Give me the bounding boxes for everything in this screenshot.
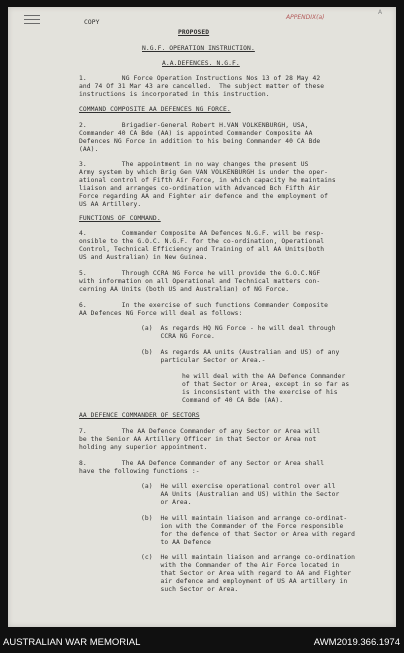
- para-8a-line: or Area.: [141, 499, 192, 506]
- para-2-line: Commander 40 CA Bde (AA) is appointed Commander Composite AA: [79, 130, 313, 137]
- pencil-mark: A: [378, 9, 383, 16]
- para-4-line: 4. Commander Composite AA Defences N.G.F. will be resp-: [79, 230, 325, 237]
- margin-mark: [24, 15, 40, 16]
- para-4-line: Control, Technical Efficiency and Training of all AA Units(both: [79, 246, 325, 253]
- margin-mark: [24, 19, 40, 20]
- para-8b-line: to AA Defence: [141, 539, 212, 546]
- para-6a-line: CCRA NG Force.: [141, 333, 215, 340]
- para-5-line: cerning AA Units (both US and Australian) of NG Force.: [79, 286, 290, 293]
- para-8c-line: air defence and employment of US AA artillery in: [141, 578, 348, 585]
- para-1-line: 1. NG Force Operation Instructions Nos 13 of 28 May 42: [79, 75, 321, 82]
- para-6a-line: (a) As regards HQ NG Force - he will deal through: [141, 325, 336, 332]
- heading-command-composite: COMMAND COMPOSITE AA DEFENCES NG FORCE.: [79, 106, 231, 113]
- para-6b-line: particular Sector or Area.-: [141, 357, 266, 364]
- document-title: PROPOSED: [178, 29, 210, 36]
- para-8b-line: (b) He will maintain liaison and arrange co-ordinat-: [141, 515, 348, 522]
- handwritten-reference: APPENDIX(a): [286, 14, 325, 21]
- para-6-line: 6. In the exercise of such functions Commander Composite: [79, 302, 329, 309]
- para-3-line: Army system by which Brig Gen VAN VOLKENBURGH is under the oper-: [79, 169, 329, 176]
- para-8a-line: (a) He will exercise operational control over all: [141, 483, 336, 490]
- footer-accession-number: AWM2019.366.1974: [313, 637, 400, 648]
- para-3-line: ational control of Fifth Air Force, in which capacity he maintains: [79, 177, 336, 184]
- para-5-line: with information on all Operational and Technical matters con-: [79, 278, 321, 285]
- para-8c-line: such Sector or Area.: [141, 586, 239, 593]
- para-1-line: and 74 Of 31 Mar 43 are cancelled. The subject matter of these: [79, 83, 325, 90]
- heading-functions: FUNCTIONS OF COMMAND.: [79, 215, 161, 222]
- margin-mark: [24, 23, 40, 24]
- para-8c-line: with the Commander of the Air Force located in: [141, 562, 340, 569]
- para-6b-line: (b) As regards AA units (Australian and US) of any: [141, 349, 340, 356]
- para-1-line: instructions is incorporated in this instruction.: [79, 91, 270, 98]
- para-3-line: US AA Artillery.: [79, 201, 142, 208]
- para-2-line: 2. Brigadier-General Robert H.VAN VOLKENBURGH, USA,: [79, 122, 309, 129]
- para-8-line: have the following functions :-: [79, 468, 200, 475]
- para-3-line: liaison and arranges co-ordination with Advanced Bch Fifth Air: [79, 185, 321, 192]
- copy-label: COPY: [84, 19, 100, 26]
- para-8-line: 8. The AA Defence Commander of any Sector or Area shall: [79, 460, 325, 467]
- para-7-line: holding any superior appointment.: [79, 444, 208, 451]
- document-subject: A.A.DEFENCES. N.G.F.: [162, 60, 240, 67]
- document-subtitle: N.G.F. OPERATION INSTRUCTION.: [142, 45, 255, 52]
- para-7-line: be the Senior AA Artillery Officer in that Sector or Area not: [79, 436, 317, 443]
- footer-institution: AUSTRALIAN WAR MEMORIAL: [3, 637, 141, 648]
- para-7-line: 7. The AA Defence Commander of any Sector or Area will: [79, 428, 321, 435]
- para-6b-detail-line: of that Sector or Area, except in so far as: [182, 381, 350, 388]
- para-4-line: US and Australian) in New Guinea.: [79, 254, 208, 261]
- para-8b-line: for the defence of that Sector or Area with regard: [141, 531, 356, 538]
- para-3-line: Force regarding AA and Fighter air defence and the employment of: [79, 193, 329, 200]
- para-6-line: AA Defences NG Force will deal as follows:: [79, 310, 243, 317]
- para-3-line: 3. The appointment in no way changes the present US: [79, 161, 309, 168]
- footer-bar: [0, 633, 404, 653]
- para-4-line: onsible to the G.O.C. N.G.F. for the co-ordination, Operational: [79, 238, 325, 245]
- heading-sectors: AA DEFENCE COMMANDER OF SECTORS: [79, 412, 200, 419]
- para-8a-line: AA Units (Australian and US) within the Sector: [141, 491, 340, 498]
- para-6b-detail-line: Command of 40 CA Bde (AA).: [182, 397, 284, 404]
- para-8b-line: ion with the Commander of the Force responsible: [141, 523, 344, 530]
- para-2-line: (AA).: [79, 146, 99, 153]
- para-6b-detail-line: he will deal with the AA Defence Commander: [182, 373, 346, 380]
- para-2-line: Defences NG Force in addition to his being Commander 40 CA Bde: [79, 138, 321, 145]
- para-6b-detail-line: is inconsistent with the exercise of his: [182, 389, 338, 396]
- para-8c-line: that Sector or Area with regard to AA and Fighter: [141, 570, 352, 577]
- para-8c-line: (c) He will maintain liaison and arrange co-ordination: [141, 554, 356, 561]
- para-5-line: 5. Through CCRA NG Force he will provide the G.O.C.NGF: [79, 270, 321, 277]
